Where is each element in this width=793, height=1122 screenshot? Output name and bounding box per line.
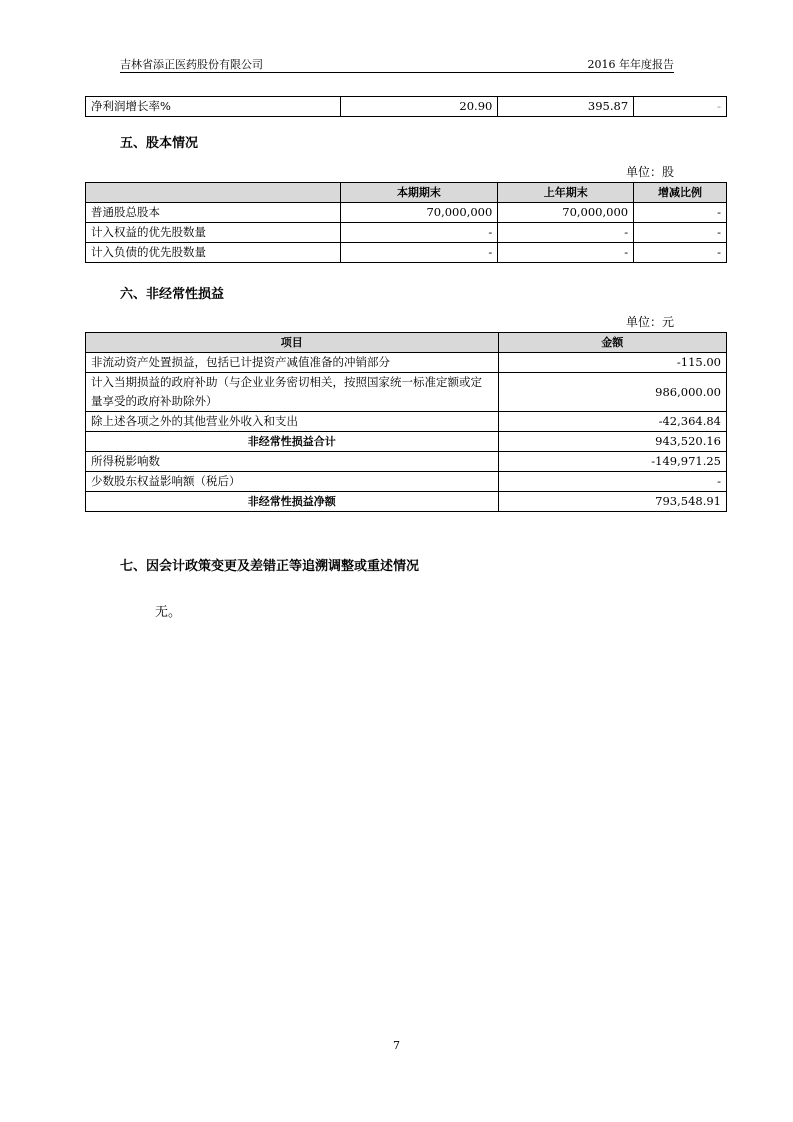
table-row <box>86 97 727 117</box>
table-row <box>86 452 727 472</box>
item-amount: -115.00 <box>498 353 726 373</box>
change-value: - <box>634 243 727 263</box>
row-label: 计入权益的优先股数量 <box>86 223 341 243</box>
change-value: - <box>634 97 727 117</box>
row-label: 计入负债的优先股数量 <box>86 243 341 263</box>
row-label: 净利润增长率% <box>86 97 341 117</box>
previous-value: 395.87 <box>498 97 634 117</box>
section7-title: 七、因会计政策变更及差错正等追溯调整或重述情况 <box>120 559 420 574</box>
item-amount: -149,971.25 <box>498 452 726 472</box>
section7-body: 无。 <box>155 605 182 620</box>
table-row <box>86 353 727 373</box>
table-header-row <box>86 333 727 353</box>
section6-unit: 单位：元 <box>625 315 674 329</box>
header-report-title: 2016 年年度报告 <box>587 58 674 71</box>
previous-value: - <box>498 223 634 243</box>
change-value: - <box>634 223 727 243</box>
header-item: 项目 <box>86 333 499 353</box>
growth-table <box>85 96 727 117</box>
item-label: 除上述各项之外的其他营业外收入和支出 <box>86 412 499 432</box>
table-row <box>86 373 727 412</box>
item-label: 少数股东权益影响额（税后） <box>86 472 499 492</box>
header-previous-period: 上年期末 <box>498 183 634 203</box>
table-row <box>86 472 727 492</box>
item-amount: - <box>498 472 726 492</box>
table-row <box>86 203 727 223</box>
section5-title: 五、股本情况 <box>120 136 199 151</box>
item-label: 非流动资产处置损益，包括已计提资产减值准备的冲销部分 <box>86 353 499 373</box>
table-row <box>86 432 727 452</box>
header-change-ratio: 增减比例 <box>634 183 727 203</box>
previous-value: - <box>498 243 634 263</box>
section5-unit: 单位：股 <box>625 165 674 179</box>
header-amount: 金额 <box>498 333 726 353</box>
page-header <box>120 56 674 73</box>
current-value: - <box>340 243 498 263</box>
change-value: - <box>634 203 727 223</box>
table-row <box>86 492 727 512</box>
current-value: - <box>340 223 498 243</box>
subtotal-amount: 943,520.16 <box>498 432 726 452</box>
non-recurring-items-table <box>85 332 727 512</box>
table-row <box>86 412 727 432</box>
subtotal-label: 非经常性损益合计 <box>86 432 499 452</box>
item-amount: -42,364.84 <box>498 412 726 432</box>
table-row <box>86 223 727 243</box>
row-label: 普通股总股本 <box>86 203 341 223</box>
table-row <box>86 243 727 263</box>
item-amount: 986,000.00 <box>498 373 726 412</box>
current-value: 20.90 <box>340 97 498 117</box>
header-current-period: 本期期末 <box>340 183 498 203</box>
current-value: 70,000,000 <box>340 203 498 223</box>
net-total-label: 非经常性损益净额 <box>86 492 499 512</box>
item-label: 计入当期损益的政府补助（与企业业务密切相关，按照国家统一标准定额或定量享受的政府补助除外） <box>86 373 499 412</box>
header-company: 吉林省添正医药股份有限公司 <box>120 58 263 71</box>
item-label: 所得税影响数 <box>86 452 499 472</box>
section6-title: 六、非经常性损益 <box>120 287 225 302</box>
header-blank <box>86 183 341 203</box>
previous-value: 70,000,000 <box>498 203 634 223</box>
table-header-row <box>86 183 727 203</box>
page-number: 7 <box>393 1039 400 1052</box>
share-capital-table <box>85 182 727 263</box>
net-total-amount: 793,548.91 <box>498 492 726 512</box>
